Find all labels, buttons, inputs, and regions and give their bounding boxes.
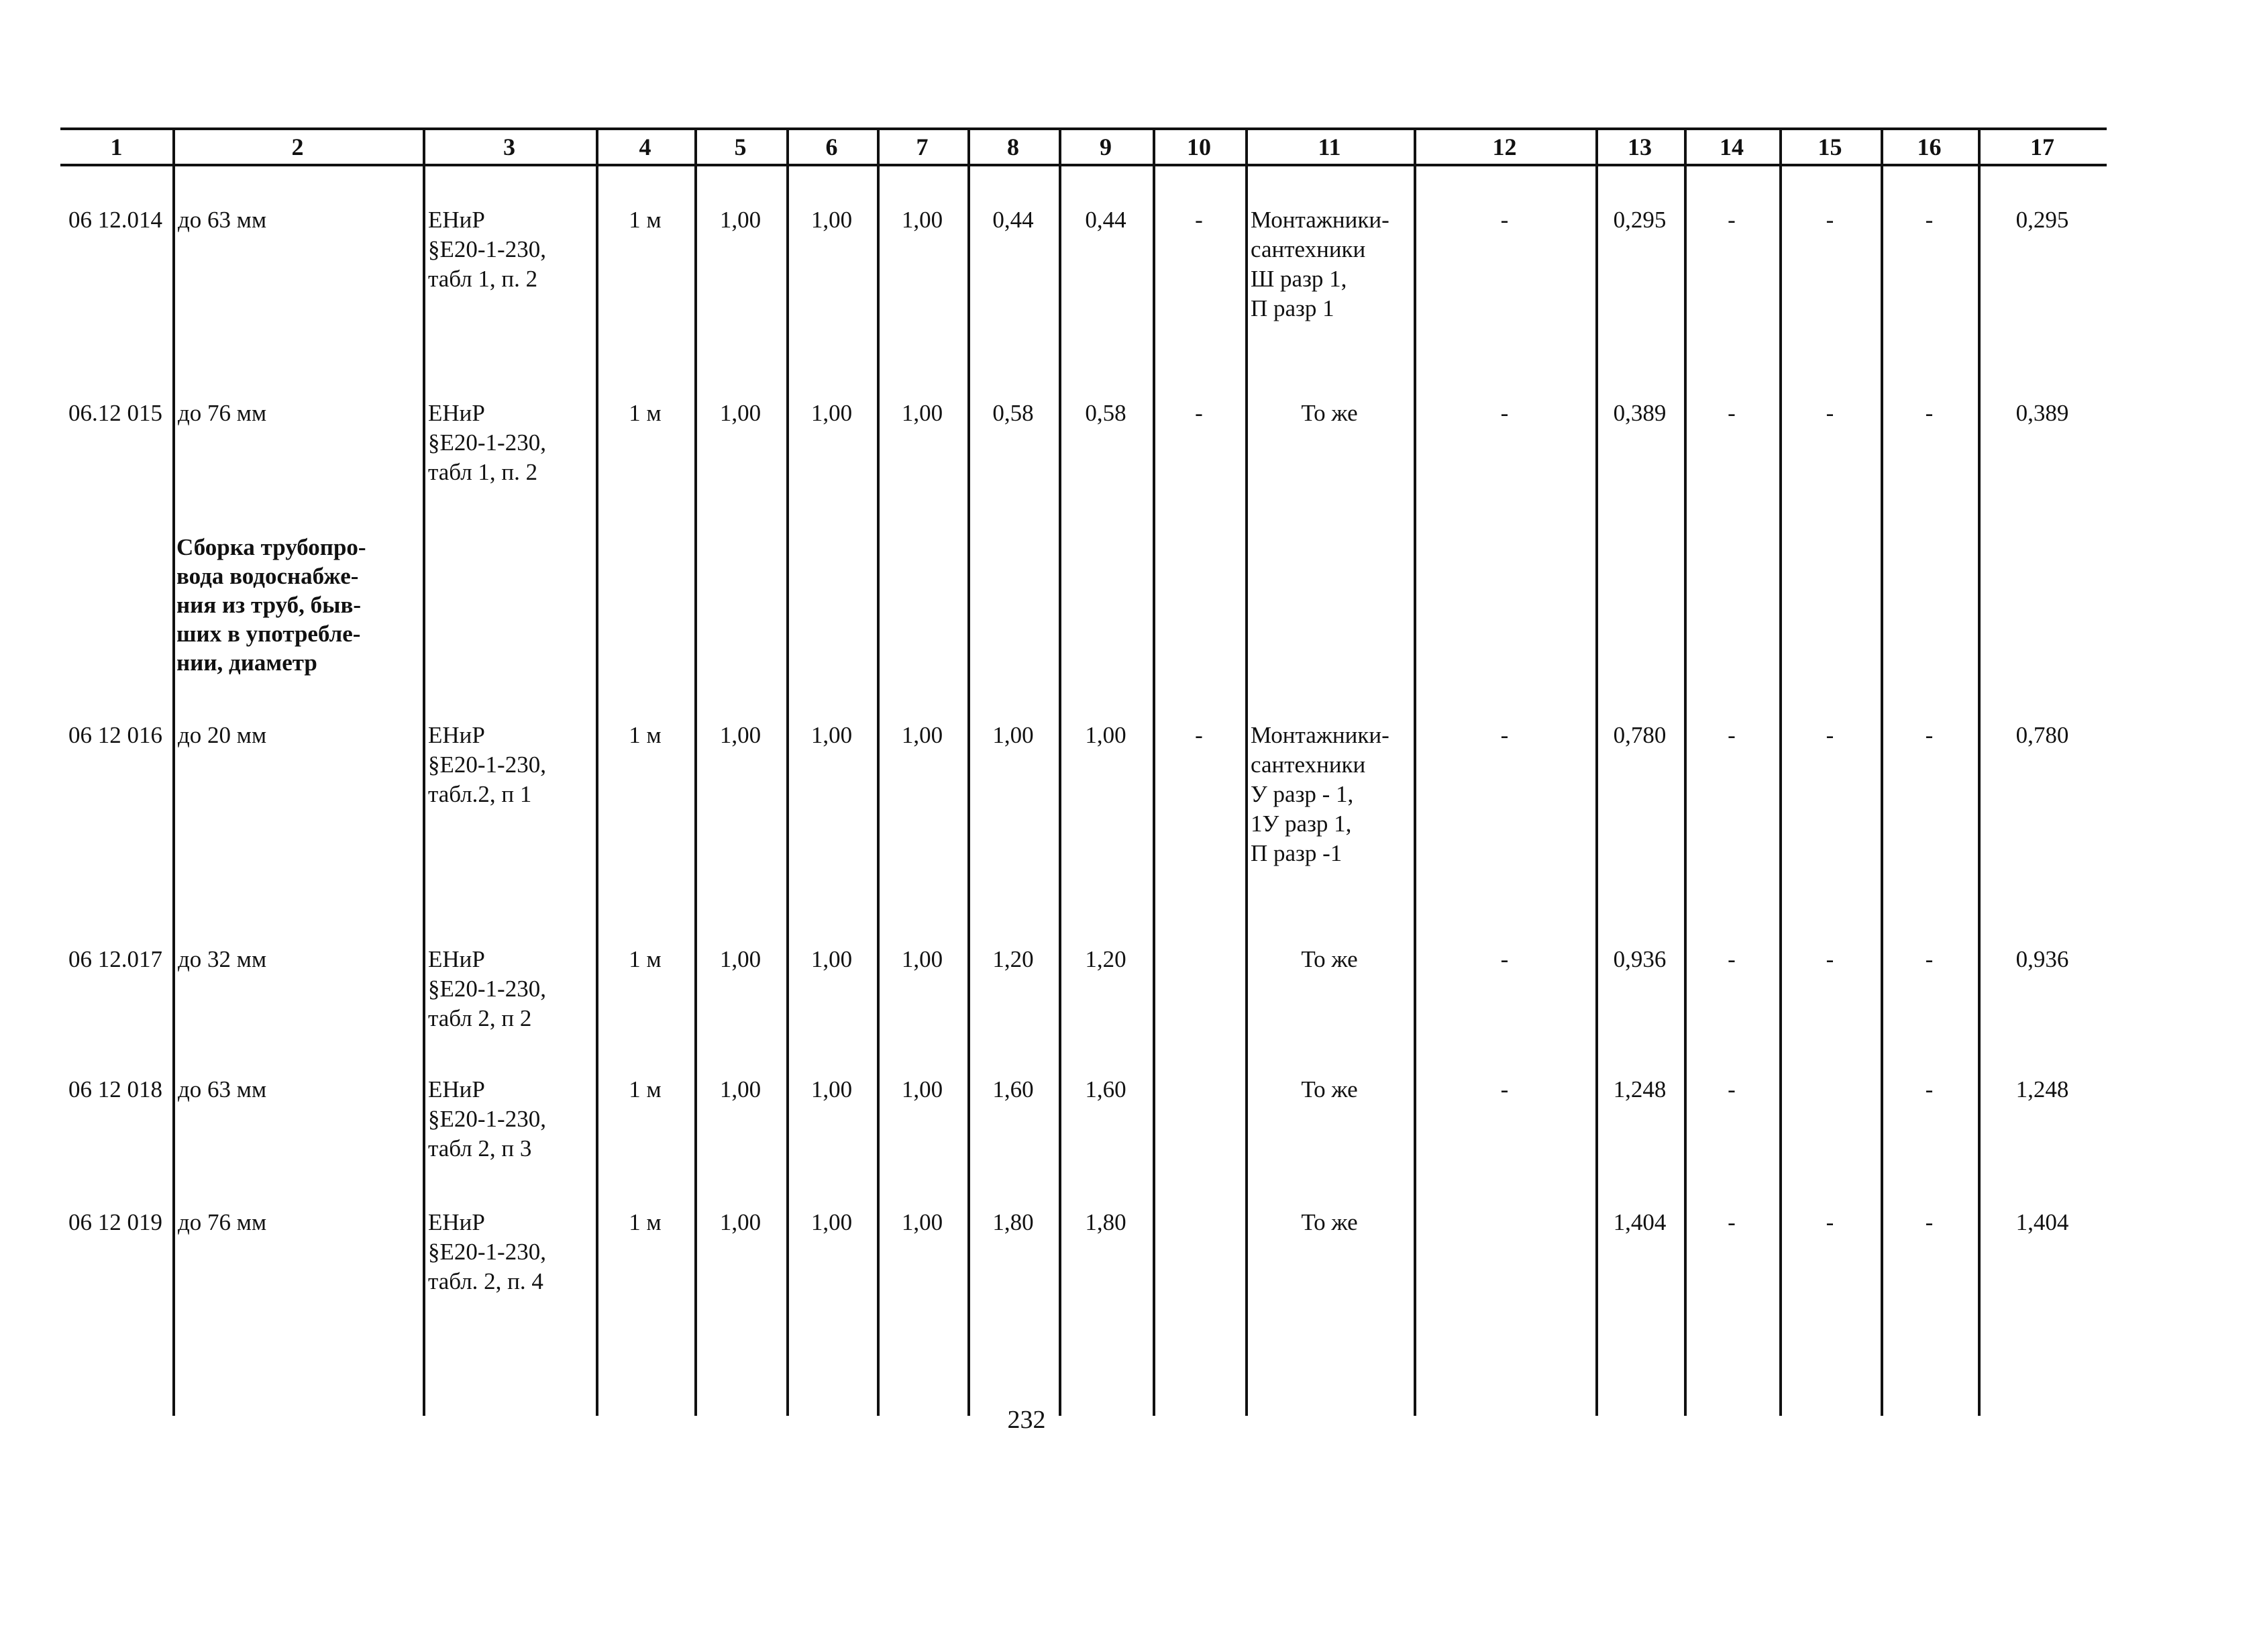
page-number: 232 [1007,1406,1046,1434]
row-reference: табл 1, п. 2 [428,459,538,485]
row-value-c16: - [1925,722,1934,748]
row-value-c16: - [1925,207,1934,233]
row-value-c15: - [1826,946,1834,972]
row-value-c12: - [1500,722,1509,748]
row-workers: сантехники [1251,236,1366,262]
row-value-c17: 1,248 [2015,1076,2069,1102]
row-reference: §Е20-1-230, [428,236,546,262]
row-value-c13: 1,248 [1613,1076,1667,1102]
header-bottom-rule [60,164,2107,166]
row-reference: §Е20-1-230, [428,752,546,778]
row-value-c13: 0,780 [1613,722,1667,748]
row-reference: ЕНиР [428,1076,485,1102]
row-workers: 1У разр 1, [1251,811,1352,837]
row-value-c13: 0,295 [1613,207,1667,233]
row-value-c16: - [1925,1076,1934,1102]
row-workers: Ш разр 1, [1251,266,1347,292]
header-cell: 13 [1628,134,1652,160]
row-value-c15: - [1826,1209,1834,1235]
row-value-c8: 1,60 [992,1076,1034,1102]
row-value-c9: 1,00 [1085,722,1126,748]
row-reference: ЕНиР [428,207,485,233]
row-value-c15: - [1826,207,1834,233]
group-heading-line: ших в употребле- [176,621,361,647]
header-cell: 2 [291,134,304,160]
row-value-c17: 0,295 [2015,207,2069,233]
row-value-c5: 1,00 [719,946,761,972]
row-value-c10: - [1195,400,1203,426]
row-workers: сантехники [1251,752,1366,778]
row-value-c12: - [1500,400,1509,426]
row-value-c13: 0,389 [1613,400,1667,426]
row-value-c6: 1,00 [810,946,853,972]
group-heading-line: Сборка трубопро- [176,534,366,560]
row-value-c5: 1,00 [719,1209,761,1235]
row-value-c14: - [1728,400,1736,426]
row-unit: 1 м [629,1076,662,1102]
row-value-c9: 0,44 [1085,207,1126,233]
row-value-c14: - [1728,207,1736,233]
group-heading-line: ния из труб, быв- [176,592,362,618]
row-workers: Монтажники- [1251,722,1389,748]
row-code: 06 12 016 [68,722,162,748]
header-cell: 12 [1492,134,1517,160]
row-value-c5: 1,00 [719,207,761,233]
row-value-c9: 1,80 [1085,1209,1126,1235]
row-reference: ЕНиР [428,722,485,748]
row-name: до 32 мм [178,946,267,972]
column-rule [1153,127,1155,1416]
row-value-c16: - [1925,400,1934,426]
row-unit: 1 м [629,1209,662,1235]
row-value-c17: 0,936 [2015,946,2069,972]
group-heading [176,533,366,677]
row-value-c7: 1,00 [901,722,943,748]
row-code: 06.12 015 [68,400,162,426]
header-cell: 10 [1187,134,1211,160]
row-workers: У разр - 1, [1251,781,1354,807]
header-cell: 14 [1720,134,1744,160]
row-value-c13: 0,936 [1613,946,1667,972]
row-reference: ЕНиР [428,1209,485,1235]
row-name: до 63 мм [178,1076,267,1102]
row-value-c8: 0,44 [992,207,1034,233]
row-value-c5: 1,00 [719,722,761,748]
row-value-c9: 1,20 [1085,946,1126,972]
group-heading-line: вода водоснабже- [176,563,359,589]
row-value-c6: 1,00 [810,207,853,233]
row-value-c7: 1,00 [901,1076,943,1102]
row-value-c10: - [1195,207,1203,233]
row-reference: ЕНиР [428,946,485,972]
row-value-c7: 1,00 [901,400,943,426]
row-value-c10: - [1195,722,1203,748]
row-value-c14: - [1728,1209,1736,1235]
row-value-c15: - [1826,400,1834,426]
row-value-c14: - [1728,946,1736,972]
row-value-c7: 1,00 [901,1209,943,1235]
row-value-c8: 1,00 [992,722,1034,748]
row-value-c5: 1,00 [719,400,761,426]
row-value-c6: 1,00 [810,722,853,748]
header-cell: 3 [503,134,515,160]
row-reference: ЕНиР [428,400,485,426]
row-code: 06 12 019 [68,1209,162,1235]
row-reference: табл 2, п 3 [428,1135,532,1161]
row-workers: То же [1301,946,1358,972]
row-reference: табл.2, п 1 [428,781,532,807]
row-value-c9: 0,58 [1085,400,1126,426]
row-name: до 20 мм [178,722,267,748]
row-reference: табл 1, п. 2 [428,266,538,292]
row-workers: То же [1301,400,1358,426]
row-workers: Монтажники- [1251,207,1389,233]
row-name: до 76 мм [178,400,267,426]
row-value-c6: 1,00 [810,1076,853,1102]
row-reference: табл 2, п 2 [428,1005,532,1031]
header-cell: 6 [825,134,838,160]
row-value-c9: 1,60 [1085,1076,1126,1102]
row-value-c12: - [1500,1076,1509,1102]
header-cell: 17 [2030,134,2054,160]
row-reference: §Е20-1-230, [428,1239,546,1265]
table-top-rule [60,127,2107,130]
row-unit: 1 м [629,946,662,972]
header-cell: 8 [1007,134,1019,160]
row-workers: То же [1301,1076,1358,1102]
row-value-c14: - [1728,722,1736,748]
row-value-c17: 0,389 [2015,400,2069,426]
row-value-c5: 1,00 [719,1076,761,1102]
row-value-c7: 1,00 [901,207,943,233]
column-rule [1414,127,1416,1416]
row-name: до 63 мм [178,207,267,233]
row-value-c7: 1,00 [901,946,943,972]
row-code: 06 12 018 [68,1076,162,1102]
row-workers: П разр -1 [1251,840,1343,866]
row-code: 06 12.017 [68,946,162,972]
header-cell: 7 [916,134,929,160]
row-value-c12: - [1500,946,1509,972]
row-value-c17: 0,780 [2015,722,2069,748]
row-value-c16: - [1925,946,1934,972]
row-value-c8: 1,80 [992,1209,1034,1235]
row-code: 06 12.014 [68,207,162,233]
row-name: до 76 мм [178,1209,267,1235]
row-reference: табл. 2, п. 4 [428,1268,543,1294]
group-heading-line: нии, диаметр [176,650,317,676]
row-value-c16: - [1925,1209,1934,1235]
row-value-c6: 1,00 [810,1209,853,1235]
row-value-c13: 1,404 [1613,1209,1667,1235]
row-unit: 1 м [629,400,662,426]
header-cell: 16 [1917,134,1942,160]
row-reference: §Е20-1-230, [428,976,546,1002]
row-value-c6: 1,00 [810,400,853,426]
header-cell: 15 [1818,134,1842,160]
row-workers: То же [1301,1209,1358,1235]
row-workers: П разр 1 [1251,295,1334,321]
header-cell: 5 [734,134,747,160]
row-value-c12: - [1500,207,1509,233]
header-cell: 4 [639,134,651,160]
header-cell: 9 [1100,134,1112,160]
row-value-c8: 0,58 [992,400,1034,426]
header-cell: 1 [110,134,123,160]
row-value-c17: 1,404 [2015,1209,2069,1235]
row-value-c14: - [1728,1076,1736,1102]
row-unit: 1 м [629,207,662,233]
row-value-c15: - [1826,722,1834,748]
row-reference: §Е20-1-230, [428,1106,546,1132]
row-unit: 1 м [629,722,662,748]
row-value-c8: 1,20 [992,946,1034,972]
header-cell: 11 [1318,134,1341,160]
row-reference: §Е20-1-230, [428,429,546,456]
